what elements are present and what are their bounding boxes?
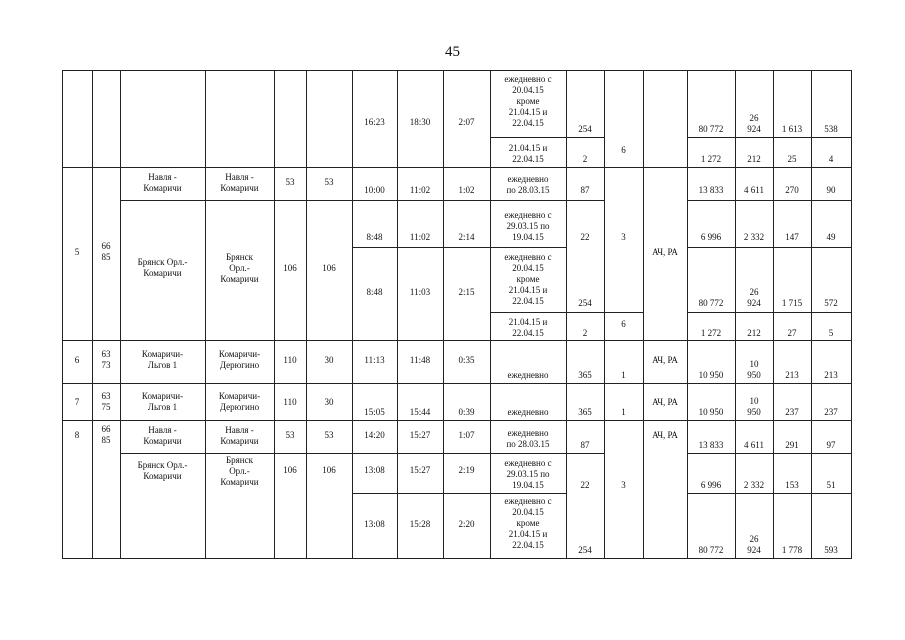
schedule-text: 22.04.15: [512, 154, 544, 164]
grid-line: [490, 137, 605, 138]
schedule-text: 19.04.15: [512, 232, 544, 242]
value-2: 924: [747, 298, 761, 308]
value-1: 13 833: [698, 440, 724, 450]
departure-time: 13:08: [364, 519, 385, 529]
value-4: 97: [826, 440, 836, 450]
grid-line: [62, 383, 852, 384]
col-11-value: 6: [621, 319, 626, 329]
route-section: Дерюгино: [219, 360, 260, 370]
value-1: 13 833: [698, 185, 724, 195]
length-1: 53: [285, 430, 295, 440]
value-2: 212: [747, 328, 761, 338]
schedule-text: 22.04.15: [512, 328, 544, 338]
value-4: 49: [826, 232, 836, 242]
grid-line: [62, 70, 852, 71]
days-count: 87: [580, 440, 590, 450]
departure-time: 13:08: [364, 465, 385, 475]
value-2: 4 611: [744, 185, 764, 195]
length-2: 106: [322, 465, 336, 475]
grid-line: [687, 493, 852, 494]
grid-line: [352, 247, 567, 248]
route-section: Орл.-: [229, 263, 250, 273]
days-count: 2: [582, 154, 588, 164]
departure-time: 8:48: [366, 232, 383, 242]
route-code: 85: [101, 252, 111, 262]
schedule-text: 21.04.15 и: [508, 285, 548, 295]
route-section: Комаричи-: [218, 391, 261, 401]
route-name: Навля -: [148, 425, 177, 435]
departure-time: 8:48: [366, 287, 383, 297]
schedule-text: ежедневно: [507, 407, 549, 417]
travel-duration: 2:15: [458, 287, 475, 297]
travel-duration: 2:07: [458, 117, 475, 127]
value-1: 80 772: [698, 545, 724, 555]
route-section: Брянск: [226, 455, 253, 465]
route-code: 66: [101, 424, 111, 434]
grid-line: [443, 70, 444, 558]
departure-time: 14:20: [364, 430, 385, 440]
grid-line: [62, 420, 852, 421]
value-2: 10: [749, 359, 759, 369]
grid-line: [62, 340, 852, 341]
value-2: 2 332: [743, 480, 765, 490]
value-3: 27: [787, 328, 797, 338]
schedule-text: ежедневно: [507, 174, 549, 184]
schedule-text: 22.04.15: [512, 118, 544, 128]
grid-line: [851, 70, 852, 558]
value-1: 1 272: [700, 328, 722, 338]
rolling-stock-type: АЧ, РА: [652, 430, 678, 440]
row-number: 6: [74, 355, 80, 365]
grid-line: [687, 137, 852, 138]
schedule-text: ежедневно с: [504, 74, 552, 84]
schedule-text: кроме: [516, 274, 540, 284]
route-section: Навля -: [225, 172, 254, 182]
value-4: 572: [824, 298, 838, 308]
arrival-time: 15:27: [409, 465, 431, 475]
grid-line: [306, 70, 307, 558]
route-code: 75: [101, 402, 111, 412]
grid-line: [92, 70, 93, 558]
length-2: 30: [324, 397, 334, 407]
col-11-value: 3: [621, 232, 626, 242]
travel-duration: 2:19: [458, 465, 475, 475]
arrival-time: 18:30: [409, 117, 431, 127]
route-section: Комаричи-: [218, 349, 261, 359]
travel-duration: 2:20: [458, 519, 475, 529]
arrival-time: 11:02: [409, 185, 431, 195]
days-count: 87: [580, 185, 590, 195]
grid-line: [352, 493, 567, 494]
value-3: 147: [785, 232, 799, 242]
row-number: 8: [74, 430, 80, 440]
grid-line: [687, 200, 852, 201]
value-3: 291: [785, 440, 799, 450]
value-2: 4 611: [744, 440, 764, 450]
route-name: Комаричи: [143, 471, 182, 481]
value-3: 153: [785, 480, 799, 490]
schedule-text: по 28.03.15: [506, 185, 550, 195]
value-2: 950: [747, 370, 761, 380]
value-4: 593: [824, 545, 838, 555]
route-section: Навля -: [225, 425, 254, 435]
grid-line: [62, 558, 852, 559]
route-section: Комаричи: [220, 183, 259, 193]
route-code: 73: [101, 360, 111, 370]
schedule-text: 22.04.15: [512, 296, 544, 306]
grid-line: [397, 70, 398, 558]
page-number: 45: [445, 44, 460, 60]
length-2: 30: [324, 355, 334, 365]
value-2: 10: [749, 396, 759, 406]
value-2: 26: [749, 287, 759, 297]
schedule-text: кроме: [516, 96, 540, 106]
value-4: 51: [826, 480, 836, 490]
route-section: Комаричи: [220, 274, 259, 284]
schedule-text: ежедневно: [507, 428, 549, 438]
length-1: 106: [283, 465, 297, 475]
travel-duration: 2:14: [458, 232, 475, 242]
value-2: 924: [747, 545, 761, 555]
travel-duration: 0:39: [458, 407, 475, 417]
grid-line: [687, 247, 852, 248]
rolling-stock-type: АЧ, РА: [652, 247, 678, 257]
col-11-value: 1: [621, 407, 626, 417]
schedule-text: 29.03.15 по: [506, 221, 550, 231]
value-4: 237: [824, 407, 838, 417]
schedule-text: 21.04.15 и: [508, 107, 548, 117]
grid-line: [120, 200, 605, 201]
route-section: Орл.-: [229, 466, 250, 476]
route-name: Брянск Орл.-: [137, 460, 188, 470]
value-3: 1 613: [781, 124, 803, 134]
value-2: 2 332: [743, 232, 765, 242]
route-name: Комаричи: [143, 268, 182, 278]
grid-line: [62, 167, 852, 168]
length-2: 53: [324, 430, 334, 440]
value-2: 950: [747, 407, 761, 417]
value-3: 213: [785, 370, 799, 380]
value-4: 538: [824, 124, 838, 134]
value-3: 25: [787, 154, 797, 164]
value-1: 80 772: [698, 124, 724, 134]
travel-duration: 1:07: [458, 430, 475, 440]
rolling-stock-type: АЧ, РА: [652, 355, 678, 365]
days-count: 2: [582, 328, 588, 338]
schedule-text: 20.04.15: [512, 85, 544, 95]
value-4: 4: [828, 154, 834, 164]
value-1: 10 950: [698, 407, 724, 417]
col-11-value: 6: [621, 145, 626, 155]
rolling-stock-type: АЧ, РА: [652, 397, 678, 407]
grid-line: [490, 312, 644, 313]
grid-line: [643, 70, 644, 558]
grid-line: [687, 453, 852, 454]
length-2: 53: [324, 177, 334, 187]
route-code: 63: [101, 391, 111, 401]
row-number: 7: [74, 397, 80, 407]
value-4: 213: [824, 370, 838, 380]
travel-duration: 1:02: [458, 185, 475, 195]
schedule-text: 21.04.15 и: [508, 143, 548, 153]
arrival-time: 15:28: [409, 519, 431, 529]
schedule-text: 19.04.15: [512, 480, 544, 490]
length-2: 106: [322, 263, 336, 273]
value-1: 6 996: [700, 480, 722, 490]
grid-line: [352, 70, 353, 558]
length-1: 53: [285, 177, 295, 187]
route-name: Комаричи-: [141, 349, 184, 359]
length-1: 110: [283, 397, 297, 407]
length-1: 110: [283, 355, 297, 365]
schedule-text: 21.04.15 и: [508, 317, 548, 327]
route-code: 66: [101, 241, 111, 251]
days-count: 365: [578, 370, 592, 380]
days-count: 254: [578, 298, 592, 308]
days-count: 22: [580, 480, 590, 490]
route-code: 63: [101, 349, 111, 359]
schedule-text: кроме: [516, 518, 540, 528]
schedule-text: 20.04.15: [512, 507, 544, 517]
value-2: 26: [749, 534, 759, 544]
arrival-time: 11:02: [409, 232, 431, 242]
value-2: 26: [749, 113, 759, 123]
value-2: 212: [747, 154, 761, 164]
route-name: Комаричи: [143, 183, 182, 193]
value-3: 1 778: [781, 545, 803, 555]
schedule-text: ежедневно: [507, 370, 549, 380]
days-count: 22: [580, 232, 590, 242]
col-11-value: 3: [621, 480, 626, 490]
arrival-time: 11:03: [409, 287, 431, 297]
route-name: Льгов 1: [147, 402, 178, 412]
schedule-text: ежедневно с: [504, 252, 552, 262]
grid-line: [120, 70, 121, 558]
days-count: 365: [578, 407, 592, 417]
grid-line: [687, 312, 852, 313]
route-name: Льгов 1: [147, 360, 178, 370]
value-1: 6 996: [700, 232, 722, 242]
value-1: 80 772: [698, 298, 724, 308]
schedule-text: 29.03.15 по: [506, 469, 550, 479]
col-11-value: 1: [621, 370, 626, 380]
arrival-time: 11:48: [409, 355, 431, 365]
route-name: Брянск Орл.-: [137, 257, 188, 267]
route-name: Комаричи-: [141, 391, 184, 401]
value-3: 270: [785, 185, 799, 195]
departure-time: 15:05: [364, 407, 385, 417]
route-section: Комаричи: [220, 477, 259, 487]
departure-time: 10:00: [364, 185, 385, 195]
route-section: Брянск: [226, 252, 253, 262]
grid-line: [62, 70, 63, 558]
travel-duration: 0:35: [458, 355, 475, 365]
value-4: 5: [828, 328, 834, 338]
schedule-text: 22.04.15: [512, 540, 544, 550]
value-3: 1 715: [781, 298, 803, 308]
length-1: 106: [283, 263, 297, 273]
schedule-text: ежедневно с: [504, 496, 552, 506]
value-1: 1 272: [700, 154, 722, 164]
route-name: Комаричи: [143, 436, 182, 446]
route-name: Навля -: [148, 172, 177, 182]
route-section: Дерюгино: [219, 402, 260, 412]
grid-line: [274, 70, 275, 558]
value-2: 924: [747, 124, 761, 134]
route-code: 85: [101, 435, 111, 445]
route-section: Комаричи: [220, 436, 259, 446]
schedule-text: ежедневно с: [504, 210, 552, 220]
schedule-text: 21.04.15 и: [508, 529, 548, 539]
arrival-time: 15:44: [409, 407, 431, 417]
row-number: 5: [74, 247, 80, 257]
value-1: 10 950: [698, 370, 724, 380]
value-4: 90: [826, 185, 836, 195]
days-count: 254: [578, 124, 592, 134]
value-3: 237: [785, 407, 799, 417]
departure-time: 16:23: [364, 117, 385, 127]
schedule-text: по 28.03.15: [506, 439, 550, 449]
departure-time: 11:13: [364, 355, 385, 365]
schedule-text: 20.04.15: [512, 263, 544, 273]
grid-line: [120, 453, 605, 454]
schedule-text: ежедневно с: [504, 458, 552, 468]
days-count: 254: [578, 545, 592, 555]
arrival-time: 15:27: [409, 430, 431, 440]
